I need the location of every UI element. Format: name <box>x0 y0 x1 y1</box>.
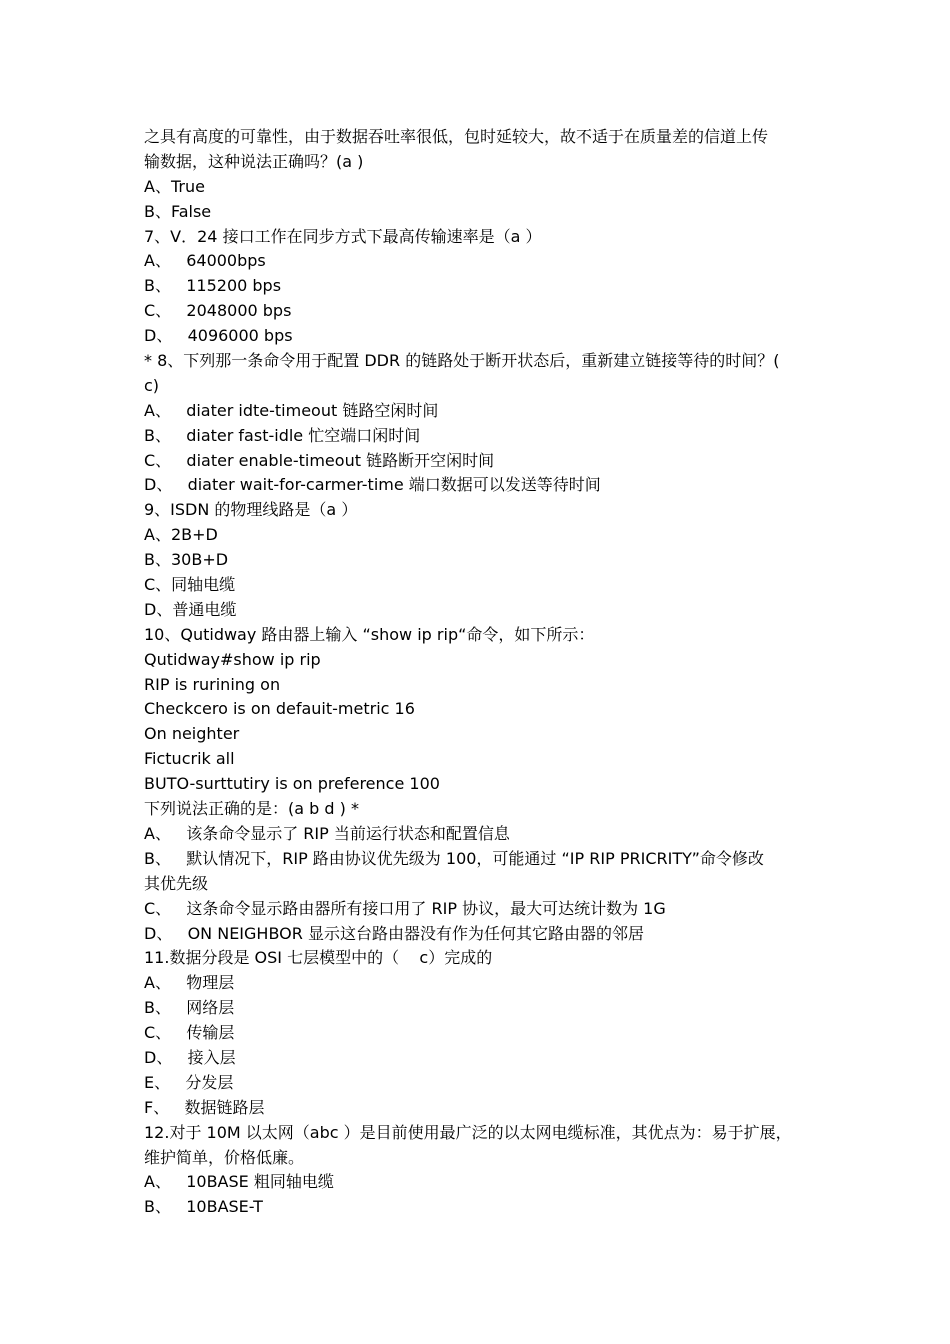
text-line: B、 115200 bps <box>144 276 282 296</box>
text-line: C、同轴电缆 <box>144 575 236 595</box>
text-line: 其优先级 <box>144 873 209 893</box>
text-line: * 8、下列那一条命令用于配置 DDR 的链路处于断开状态后，重新建立链接等待的时间？( <box>144 351 780 371</box>
text-line: B、 10BASE-T <box>144 1197 263 1217</box>
text-line: 9、ISDN 的物理线路是（a ） <box>144 500 358 520</box>
text-line: 之具有高度的可靠性，由于数据吞吐率很低，包时延较大，故不适于在质量差的信道上传 <box>144 127 769 146</box>
text-line: E、 分发层 <box>144 1072 234 1092</box>
text-line: A、2B+D <box>144 525 218 545</box>
text-line: A、 该条命令显示了 RIP 当前运行状态和配置信息 <box>144 823 510 843</box>
text-line: 10、Qutidway 路由器上输入 “show ip rip“命令，如下所示： <box>144 624 595 644</box>
text-line: C、 这条命令显示路由器所有接口用了 RIP 协议，最大可达统计数为 1G <box>144 898 666 918</box>
text-line: Fictucrik all <box>144 749 235 769</box>
text-line: D、 4096000 bps <box>144 326 293 346</box>
text-line: A、True <box>144 176 205 196</box>
text-line: 11.数据分段是 OSI 七层模型中的（ c）完成的 <box>144 948 493 968</box>
text-line: 维护简单，价格低廉。 <box>144 1147 305 1167</box>
text-line: D、 ON NEIGHBOR 显示这台路由器没有作为任何其它路由器的邻居 <box>144 923 644 943</box>
text-line: C、 diater enable-timeout 链路断开空闲时间 <box>144 450 495 470</box>
text-line: F、 数据链路层 <box>144 1097 265 1117</box>
text-line: D、普通电缆 <box>144 599 237 619</box>
text-line: B、 网络层 <box>144 998 235 1018</box>
text-line: A、 10BASE 粗同轴电缆 <box>144 1172 334 1192</box>
text-line: D、 接入层 <box>144 1047 236 1067</box>
text-line: 7、V．24 接口工作在同步方式下最高传输速率是（a ） <box>144 226 542 246</box>
text-line: C、 2048000 bps <box>144 301 292 321</box>
text-line: BUTO-surttutiry is on preference 100 <box>144 774 440 794</box>
text-line: RIP is rurining on <box>144 674 281 694</box>
text-line: A、 64000bps <box>144 251 266 271</box>
text-line: D、 diater wait-for-carmer-time 端口数据可以发送等待时间 <box>144 475 601 495</box>
text-line: B、False <box>144 201 212 221</box>
text-line: 下列说法正确的是：(a b d ) * <box>144 799 359 819</box>
text-line: B、30B+D <box>144 550 229 570</box>
text-line: B、 diater fast-idle 忙空端口闲时间 <box>144 425 421 445</box>
text-line: Qutidway#show ip rip <box>144 649 321 669</box>
text-line: 输数据，这种说法正确吗？(a ) <box>144 151 364 171</box>
text-line: B、 默认情况下，RIP 路由协议优先级为 100，可能通过 “IP RIP PRICRITY”命令修改 <box>144 848 764 868</box>
text-line: On neighter <box>144 724 240 744</box>
text-line: c) <box>144 375 160 395</box>
text-line: C、 传输层 <box>144 1023 235 1043</box>
document-page <box>144 125 824 1220</box>
text-line: A、 物理层 <box>144 973 235 993</box>
text-line: A、 diater idte-timeout 链路空闲时间 <box>144 400 439 420</box>
text-line: Checkcero is on defauit-metric 16 <box>144 699 415 719</box>
text-line: 12.对于 10M 以太网（abc ）是目前使用最广泛的以太网电缆标准，其优点为：易于扩展， <box>144 1122 792 1142</box>
